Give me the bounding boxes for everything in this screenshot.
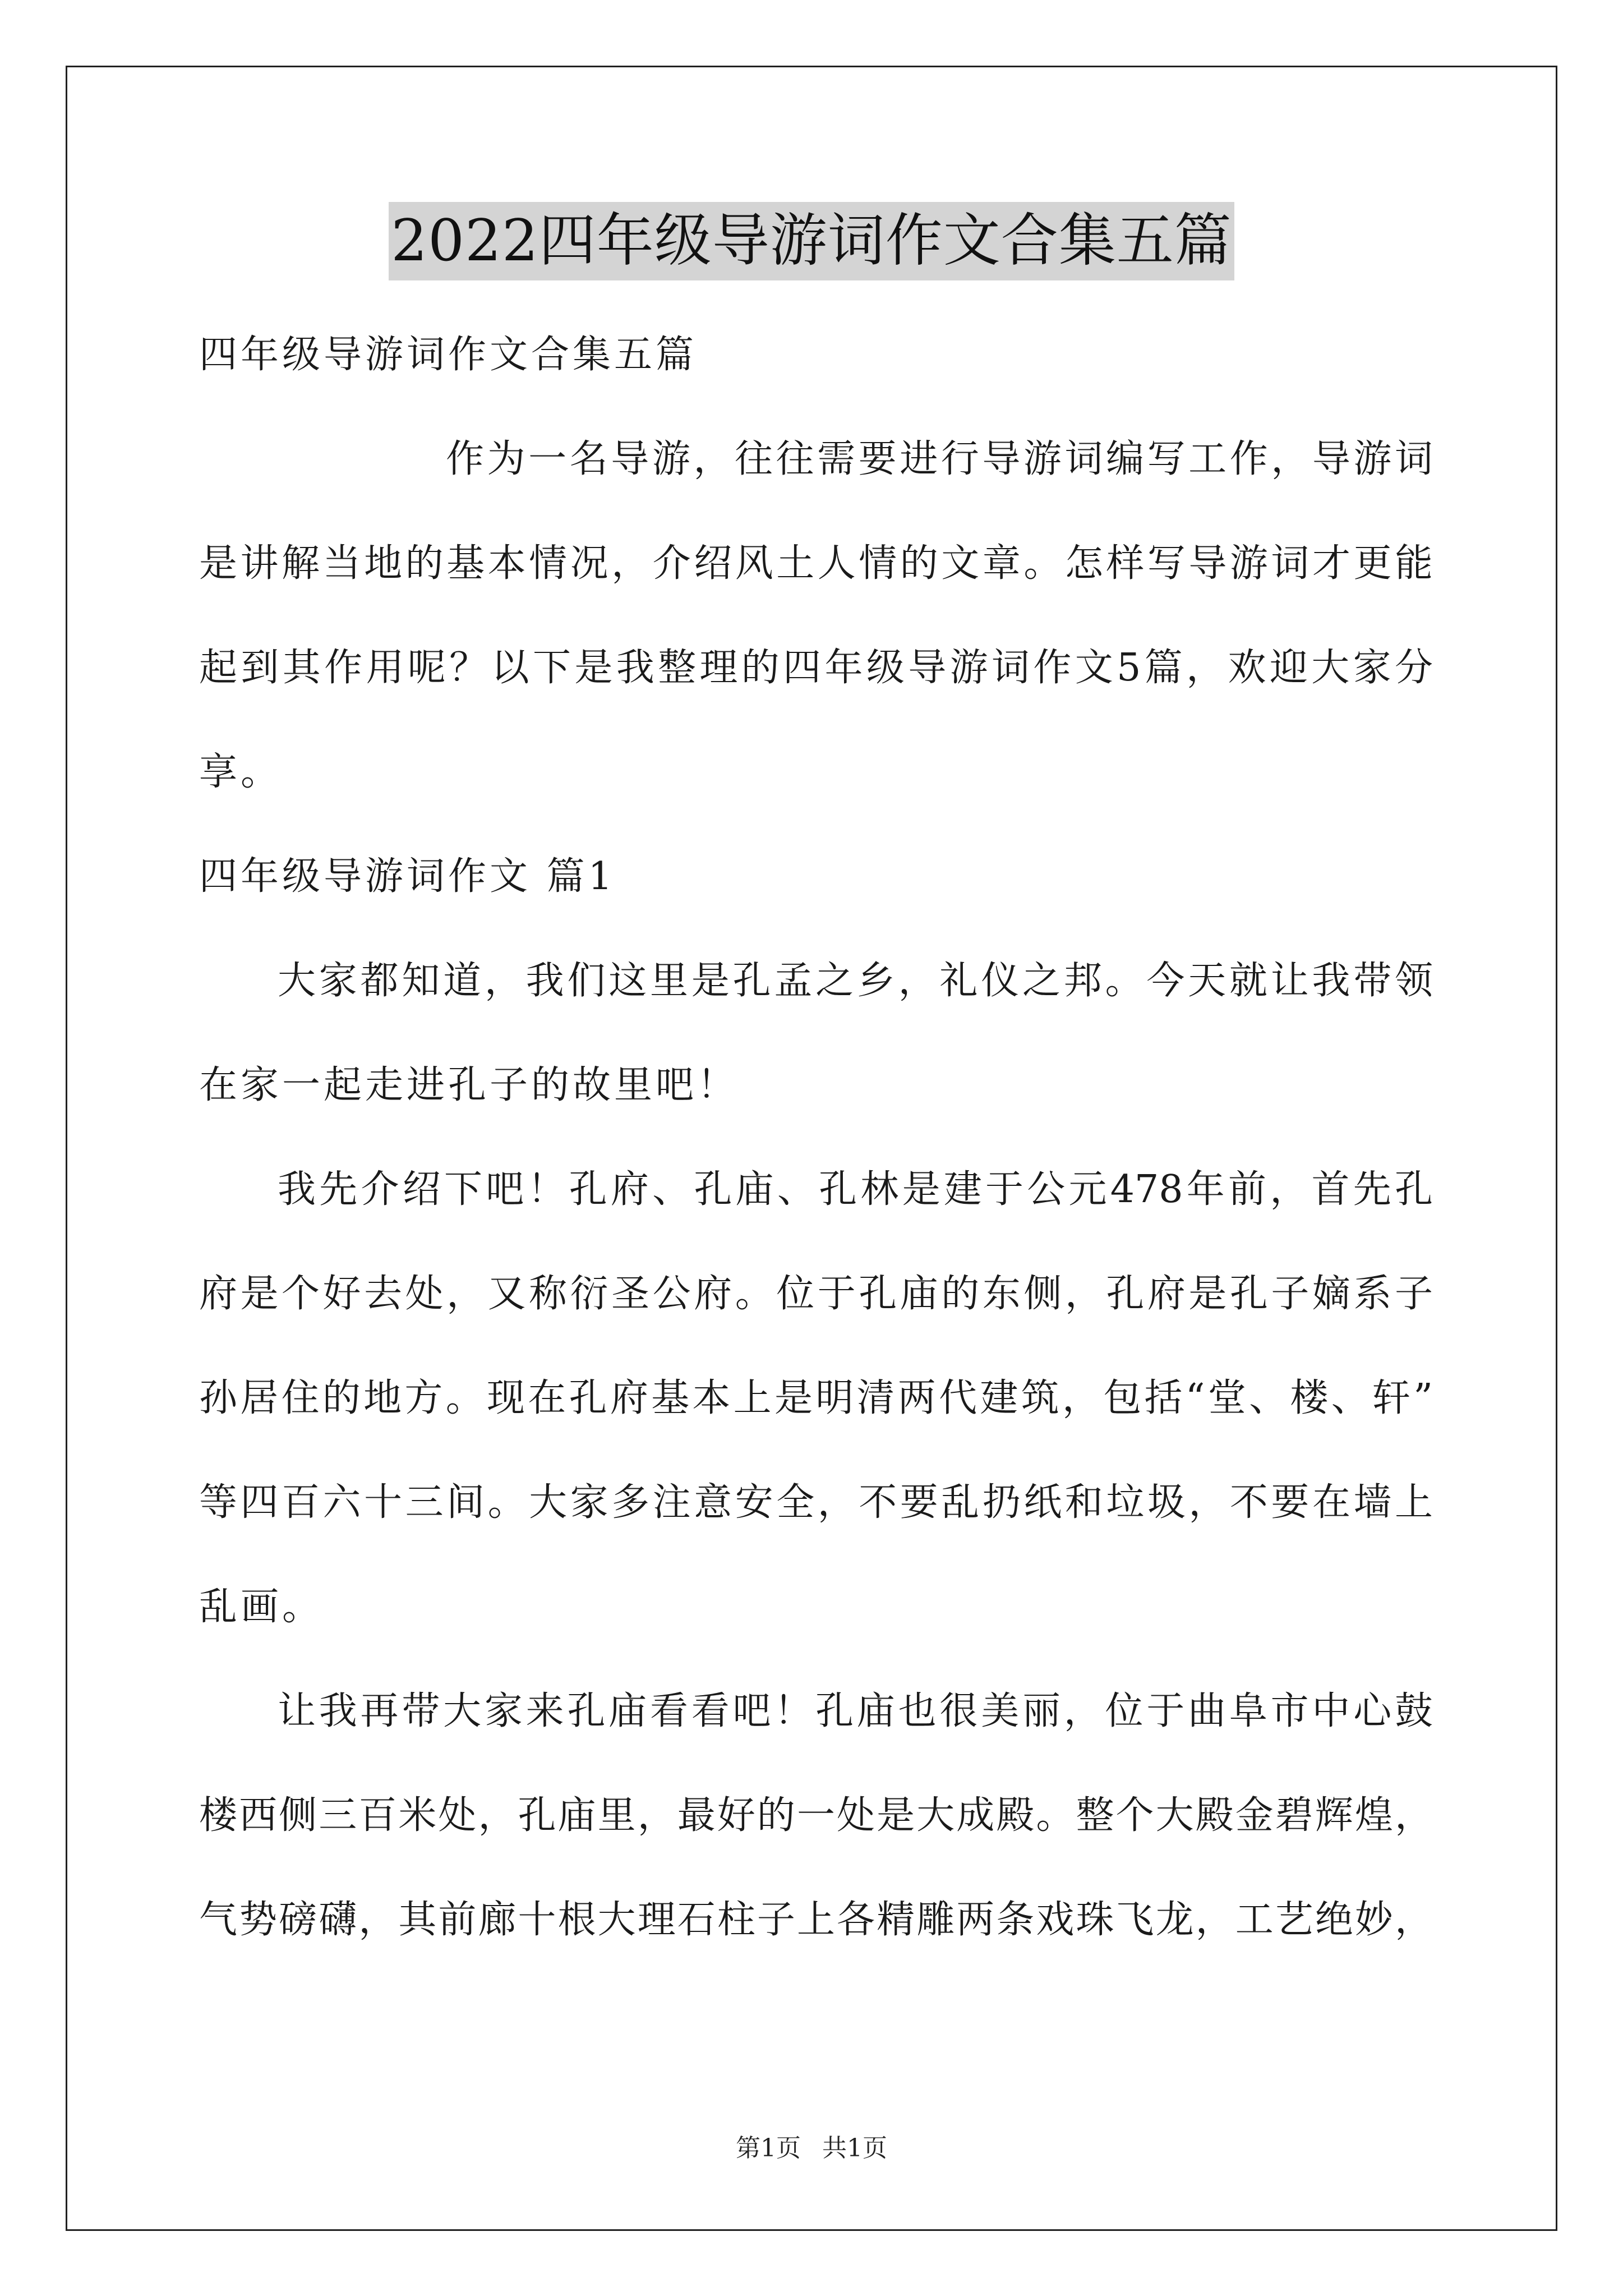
document-title: 2022四年级导游词作文合集五篇 <box>389 202 1234 280</box>
body-line: 作为一名导游，往往需要进行导游词编写工作，导游词 <box>446 437 1433 481</box>
body-line: 让我再带大家来孔庙看看吧！孔庙也很美丽，位于曲阜市中心鼓 <box>278 1689 1433 1733</box>
body-line: 在家一起走进孔子的故里吧！ <box>199 1063 739 1107</box>
body-line: 起到其作用呢？以下是我整理的四年级导游词作文5篇，欢迎大家分 <box>199 646 1433 690</box>
body-line: 等四百六十三间。大家多注意安全，不要乱扔纸和垃圾，不要在墙上 <box>199 1480 1433 1525</box>
subtitle-line: 四年级导游词作文合集五篇 <box>199 333 698 377</box>
document-body <box>199 303 1433 1972</box>
body-line: 孙居住的地方。现在孔府基本上是明清两代建筑，包括“堂、楼、轩” <box>199 1376 1433 1420</box>
body-line: 我先介绍下吧！孔府、孔庙、孔林是建于公元478年前，首先孔 <box>278 1167 1433 1212</box>
page-number: 第1页 <box>736 2134 801 2162</box>
body-line: 府是个好去处，又称衍圣公府。位于孔庙的东侧，孔府是孔子嫡系子 <box>199 1272 1433 1316</box>
title-container <box>0 202 1623 280</box>
page-footer <box>0 2132 1623 2165</box>
page-total: 共1页 <box>822 2134 887 2162</box>
section-heading: 四年级导游词作文 篇1 <box>199 854 616 899</box>
body-line: 享。 <box>199 750 283 794</box>
body-line: 楼西侧三百米处，孔庙里，最好的一处是大成殿。整个大殿金碧辉煌， <box>199 1793 1433 1838</box>
body-line: 乱画。 <box>199 1585 324 1629</box>
body-line: 是讲解当地的基本情况，介绍风土人情的文章。怎样写导游词才更能 <box>199 541 1433 586</box>
body-line: 气势磅礴，其前廊十根大理石柱子上各精雕两条戏珠飞龙，工艺绝妙， <box>199 1898 1433 1942</box>
body-line: 大家都知道，我们这里是孔孟之乡，礼仪之邦。今天就让我带领 <box>278 959 1433 1003</box>
